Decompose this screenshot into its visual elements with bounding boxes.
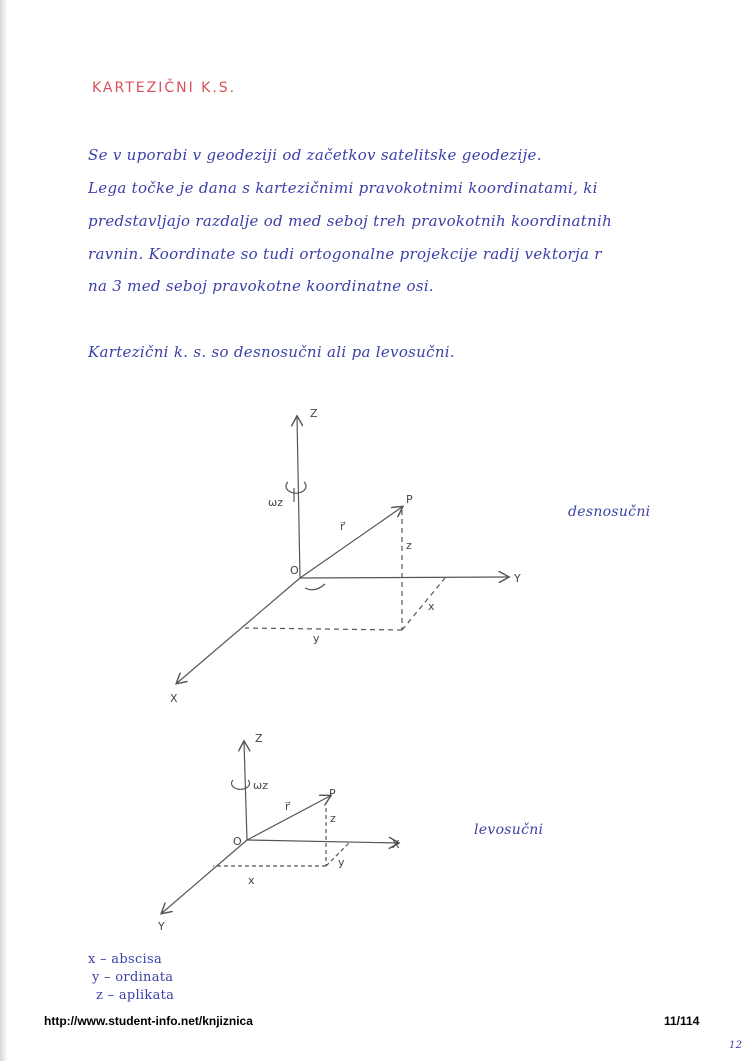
vector-r — [300, 507, 402, 578]
right-handed-label: desnosučni — [568, 504, 651, 520]
paragraph-line: na 3 med seboj pravokotne koordinatne osi. — [88, 277, 435, 295]
legend-item: y – ordinata — [92, 970, 174, 985]
projection-x — [402, 578, 445, 630]
section-title: KARTEZIČNI K.S. — [92, 80, 237, 96]
origin-label: O — [233, 835, 242, 848]
z-label: Z — [255, 732, 263, 745]
right-handed-diagram — [177, 417, 508, 683]
rotation-icon — [286, 482, 306, 493]
z-axis — [297, 417, 300, 578]
legend-item: x – abscisa — [88, 952, 163, 967]
vector-label: r⃗ — [285, 800, 290, 813]
dz-label: z — [406, 539, 412, 552]
point-label: P — [329, 787, 336, 800]
y-label: Y — [158, 920, 165, 933]
handwritten-page-number: 12 — [729, 1040, 743, 1051]
y-axis — [300, 577, 508, 578]
projection-y — [245, 628, 402, 630]
z-label: Z — [310, 407, 318, 420]
paragraph-line: Se v uporabi v geodeziji od začetkov satelitske geodezije. — [88, 146, 542, 164]
vector-label: r⃗ — [340, 520, 345, 533]
paragraph-line: predstavljajo razdalje od med seboj treh pravokotnih koordinatnih — [88, 212, 613, 230]
left-handed-diagram — [162, 742, 398, 913]
statement-line: Kartezični k. s. so desnosučni ali pa levosučni. — [88, 343, 455, 361]
x-label: X — [392, 838, 400, 851]
rotation-label: ωz — [268, 496, 283, 509]
x-axis — [247, 840, 398, 843]
paragraph-line: ravnin. Koordinate so tudi ortogonalne projekcije radij vektorja r — [88, 245, 602, 263]
dy-label: y — [338, 856, 345, 869]
rotation-icon — [232, 780, 250, 789]
paragraph-line: Lega točke je dana s kartezičnimi pravokotnimi koordinatami, ki — [88, 179, 598, 197]
point-label: P — [406, 493, 413, 506]
rotation-label: ωz — [253, 779, 268, 792]
x-axis — [177, 578, 300, 683]
angle-arc — [305, 584, 325, 590]
y-axis — [162, 840, 247, 913]
dx-label: x — [428, 600, 435, 613]
legend-item: z – aplikata — [96, 988, 175, 1003]
y-label: Y — [514, 572, 521, 585]
dy-label: y — [313, 632, 320, 645]
dx-label: x — [248, 874, 255, 887]
footer-url[interactable]: http://www.student-info.net/knjiznica — [44, 1014, 253, 1028]
dz-label: z — [330, 812, 336, 825]
footer-page-number: 11/114 — [664, 1014, 700, 1028]
left-handed-label: levosučni — [474, 822, 544, 838]
x-label: X — [170, 692, 178, 705]
origin-label: O — [290, 564, 299, 577]
z-axis — [244, 742, 247, 840]
